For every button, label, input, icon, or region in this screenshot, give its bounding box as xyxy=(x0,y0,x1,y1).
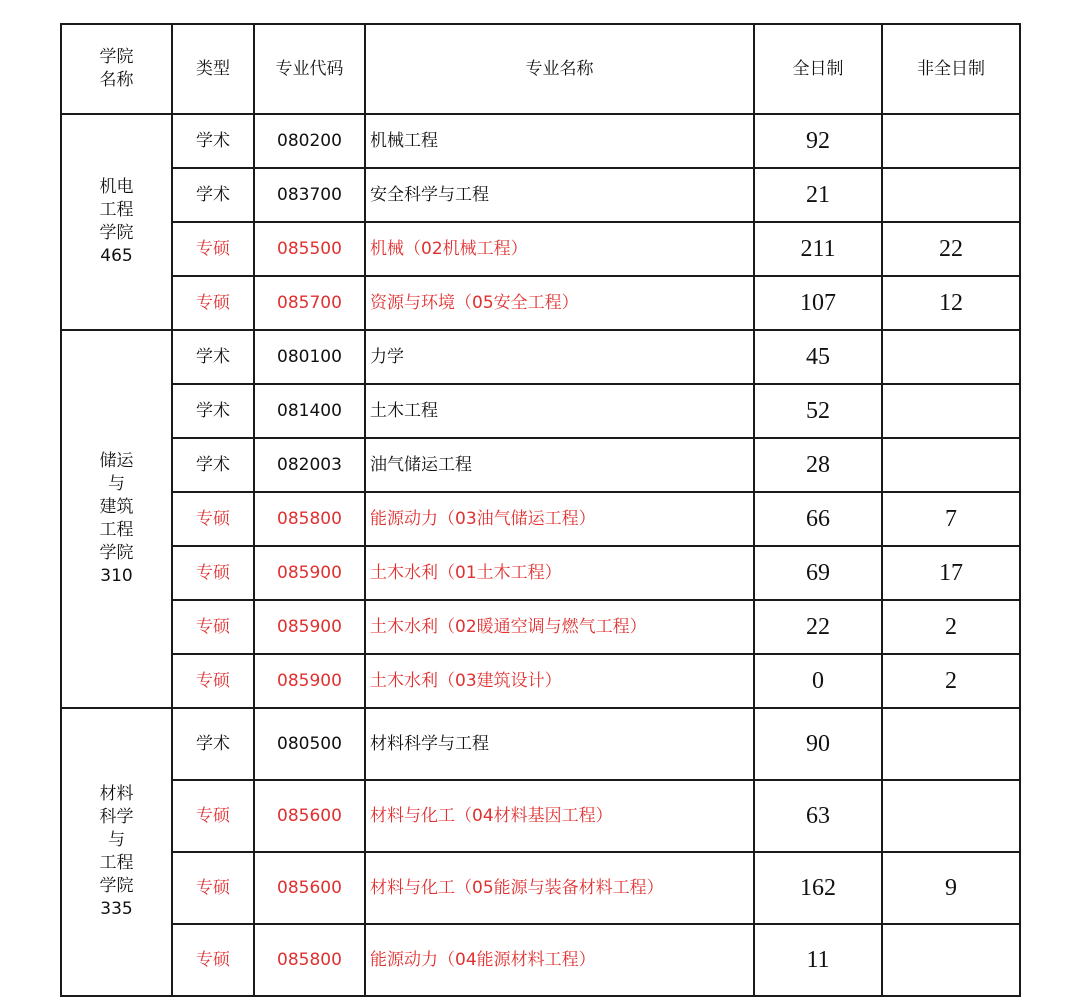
table-row xyxy=(61,546,1020,600)
code-cell: 085900 xyxy=(254,654,365,708)
table-row xyxy=(61,168,1020,222)
header-code: 专业代码 xyxy=(254,24,365,114)
fulltime-cell: 162 xyxy=(754,852,882,924)
name-cell: 土木水利（01土木工程） xyxy=(365,546,754,600)
header-name: 专业名称 xyxy=(365,24,754,114)
fulltime-cell: 90 xyxy=(754,708,882,780)
code-cell: 080500 xyxy=(254,708,365,780)
header-parttime: 非全日制 xyxy=(882,24,1020,114)
code-cell: 085600 xyxy=(254,780,365,852)
name-cell: 资源与环境（05安全工程） xyxy=(365,276,754,330)
college-cell: 机电 工程 学院 465 xyxy=(61,114,172,330)
code-cell: 085700 xyxy=(254,276,365,330)
table-row xyxy=(61,780,1020,852)
type-cell: 专硕 xyxy=(172,222,254,276)
name-cell: 机械（02机械工程） xyxy=(365,222,754,276)
parttime-cell: 17 xyxy=(882,546,1020,600)
fulltime-cell: 52 xyxy=(754,384,882,438)
type-cell: 学术 xyxy=(172,384,254,438)
parttime-cell: 2 xyxy=(882,600,1020,654)
parttime-cell xyxy=(882,168,1020,222)
code-cell: 085800 xyxy=(254,924,365,996)
table-row xyxy=(61,600,1020,654)
name-cell: 材料科学与工程 xyxy=(365,708,754,780)
fulltime-cell: 107 xyxy=(754,276,882,330)
code-cell: 080100 xyxy=(254,330,365,384)
enrollment-table xyxy=(60,23,1021,997)
fulltime-cell: 11 xyxy=(754,924,882,996)
parttime-cell xyxy=(882,114,1020,168)
type-cell: 学术 xyxy=(172,708,254,780)
type-cell: 专硕 xyxy=(172,492,254,546)
code-cell: 085800 xyxy=(254,492,365,546)
type-cell: 学术 xyxy=(172,168,254,222)
fulltime-cell: 28 xyxy=(754,438,882,492)
parttime-cell xyxy=(882,924,1020,996)
fulltime-cell: 211 xyxy=(754,222,882,276)
college-cell: 材料 科学 与 工程 学院 335 xyxy=(61,708,172,996)
header-type: 类型 xyxy=(172,24,254,114)
type-cell: 专硕 xyxy=(172,852,254,924)
fulltime-cell: 21 xyxy=(754,168,882,222)
fulltime-cell: 63 xyxy=(754,780,882,852)
name-cell: 机械工程 xyxy=(365,114,754,168)
type-cell: 专硕 xyxy=(172,276,254,330)
college-cell: 储运 与 建筑 工程 学院 310 xyxy=(61,330,172,708)
code-cell: 082003 xyxy=(254,438,365,492)
name-cell: 力学 xyxy=(365,330,754,384)
header-fulltime: 全日制 xyxy=(754,24,882,114)
header-row xyxy=(61,24,1020,114)
code-cell: 085900 xyxy=(254,600,365,654)
type-cell: 学术 xyxy=(172,330,254,384)
table-row xyxy=(61,330,1020,384)
table-row xyxy=(61,114,1020,168)
fulltime-cell: 69 xyxy=(754,546,882,600)
parttime-cell xyxy=(882,330,1020,384)
fulltime-cell: 66 xyxy=(754,492,882,546)
parttime-cell xyxy=(882,780,1020,852)
code-cell: 081400 xyxy=(254,384,365,438)
table-row xyxy=(61,438,1020,492)
fulltime-cell: 0 xyxy=(754,654,882,708)
table-row xyxy=(61,708,1020,780)
parttime-cell xyxy=(882,384,1020,438)
table-row xyxy=(61,924,1020,996)
parttime-cell: 9 xyxy=(882,852,1020,924)
fulltime-cell: 45 xyxy=(754,330,882,384)
code-cell: 085600 xyxy=(254,852,365,924)
code-cell: 083700 xyxy=(254,168,365,222)
table-row xyxy=(61,276,1020,330)
type-cell: 学术 xyxy=(172,438,254,492)
type-cell: 专硕 xyxy=(172,924,254,996)
table-row xyxy=(61,492,1020,546)
name-cell: 能源动力（04能源材料工程） xyxy=(365,924,754,996)
type-cell: 专硕 xyxy=(172,654,254,708)
name-cell: 土木工程 xyxy=(365,384,754,438)
table-row xyxy=(61,852,1020,924)
code-cell: 080200 xyxy=(254,114,365,168)
parttime-cell: 12 xyxy=(882,276,1020,330)
code-cell: 085500 xyxy=(254,222,365,276)
parttime-cell xyxy=(882,438,1020,492)
name-cell: 能源动力（03油气储运工程） xyxy=(365,492,754,546)
header-college: 学院 名称 xyxy=(61,24,172,114)
table-row xyxy=(61,384,1020,438)
table-row xyxy=(61,222,1020,276)
name-cell: 土木水利（02暖通空调与燃气工程） xyxy=(365,600,754,654)
parttime-cell xyxy=(882,708,1020,780)
parttime-cell: 2 xyxy=(882,654,1020,708)
type-cell: 学术 xyxy=(172,114,254,168)
name-cell: 土木水利（03建筑设计） xyxy=(365,654,754,708)
table-row xyxy=(61,654,1020,708)
name-cell: 安全科学与工程 xyxy=(365,168,754,222)
name-cell: 油气储运工程 xyxy=(365,438,754,492)
fulltime-cell: 92 xyxy=(754,114,882,168)
code-cell: 085900 xyxy=(254,546,365,600)
fulltime-cell: 22 xyxy=(754,600,882,654)
name-cell: 材料与化工（04材料基因工程） xyxy=(365,780,754,852)
name-cell: 材料与化工（05能源与装备材料工程） xyxy=(365,852,754,924)
parttime-cell: 22 xyxy=(882,222,1020,276)
table-body xyxy=(61,114,1020,996)
type-cell: 专硕 xyxy=(172,546,254,600)
parttime-cell: 7 xyxy=(882,492,1020,546)
type-cell: 专硕 xyxy=(172,780,254,852)
type-cell: 专硕 xyxy=(172,600,254,654)
